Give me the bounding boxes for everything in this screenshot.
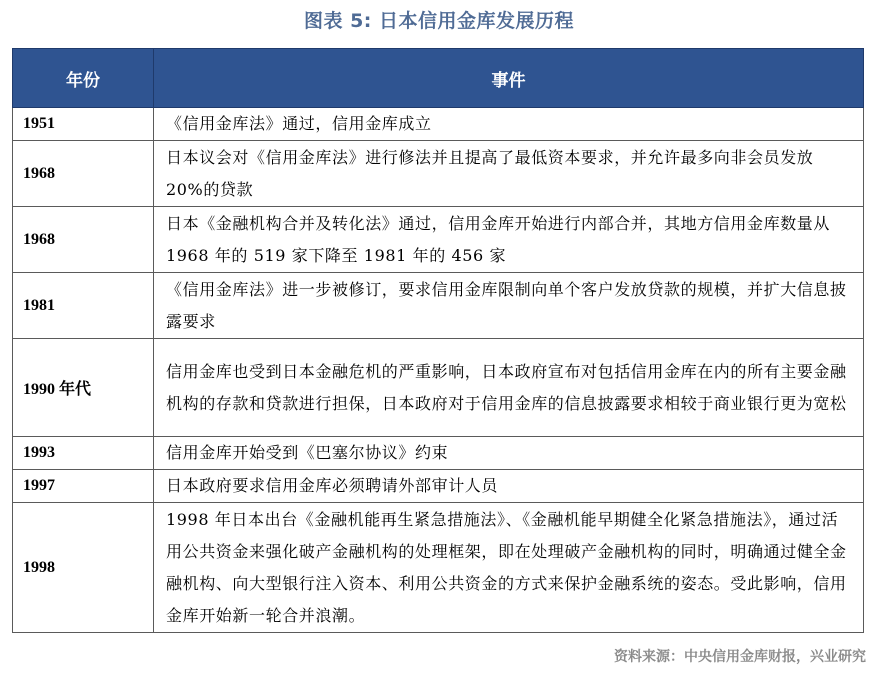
table-row: [13, 273, 864, 339]
header-event: 事件: [154, 49, 864, 108]
event-cell: 信用金库也受到日本金融危机的严重影响，日本政府宣布对包括信用金库在内的所有主要金融机构的存款和贷款进行担保，日本政府对于信用金库的信息披露要求相较于商业银行更为宽松: [154, 339, 864, 437]
year-cell: 1968: [13, 141, 154, 207]
event-cell: 信用金库开始受到《巴塞尔协议》约束: [154, 437, 864, 470]
table-row: [13, 470, 864, 503]
table-row: [13, 108, 864, 141]
table-row: [13, 503, 864, 633]
source-note: 资料来源：中央信用金库财报，兴业研究: [614, 649, 866, 665]
table-row: [13, 437, 864, 470]
year-cell: 1997: [13, 470, 154, 503]
event-cell: 1998 年日本出台《金融机能再生紧急措施法》、《金融机能早期健全化紧急措施法》，通过活用公共资金来强化破产金融机构的处理框架，即在处理破产金融机构的同时，明确通过健全金融机构、向大型银行注入资本、利用公共资金的方式来保护金融系统的姿态。受此影响，信用金库开始新一轮合并浪潮。: [154, 503, 864, 633]
figure-title: 图表 5: 日本信用金库发展历程: [303, 10, 575, 32]
table-row: [13, 339, 864, 437]
table-header-row: [13, 49, 864, 108]
year-cell: 1981: [13, 273, 154, 339]
event-cell: 《信用金库法》进一步被修订，要求信用金库限制向单个客户发放贷款的规模，并扩大信息披露要求: [154, 273, 864, 339]
year-cell: 1998: [13, 503, 154, 633]
year-cell: 1968: [13, 207, 154, 273]
event-cell: 日本议会对《信用金库法》进行修法并且提高了最低资本要求，并允许最多向非会员发放 20%的贷款: [154, 141, 864, 207]
header-year: 年份: [13, 49, 154, 108]
year-cell: 1951: [13, 108, 154, 141]
table-row: [13, 141, 864, 207]
year-cell: 1990 年代: [13, 339, 154, 437]
event-cell: 《信用金库法》通过，信用金库成立: [154, 108, 864, 141]
event-cell: 日本《金融机构合并及转化法》通过，信用金库开始进行内部合并，其地方信用金库数量从 1968 年的 519 家下降至 1981 年的 456 家: [154, 207, 864, 273]
event-cell: 日本政府要求信用金库必须聘请外部审计人员: [154, 470, 864, 503]
history-table: [12, 48, 864, 633]
table-row: [13, 207, 864, 273]
year-cell: 1993: [13, 437, 154, 470]
